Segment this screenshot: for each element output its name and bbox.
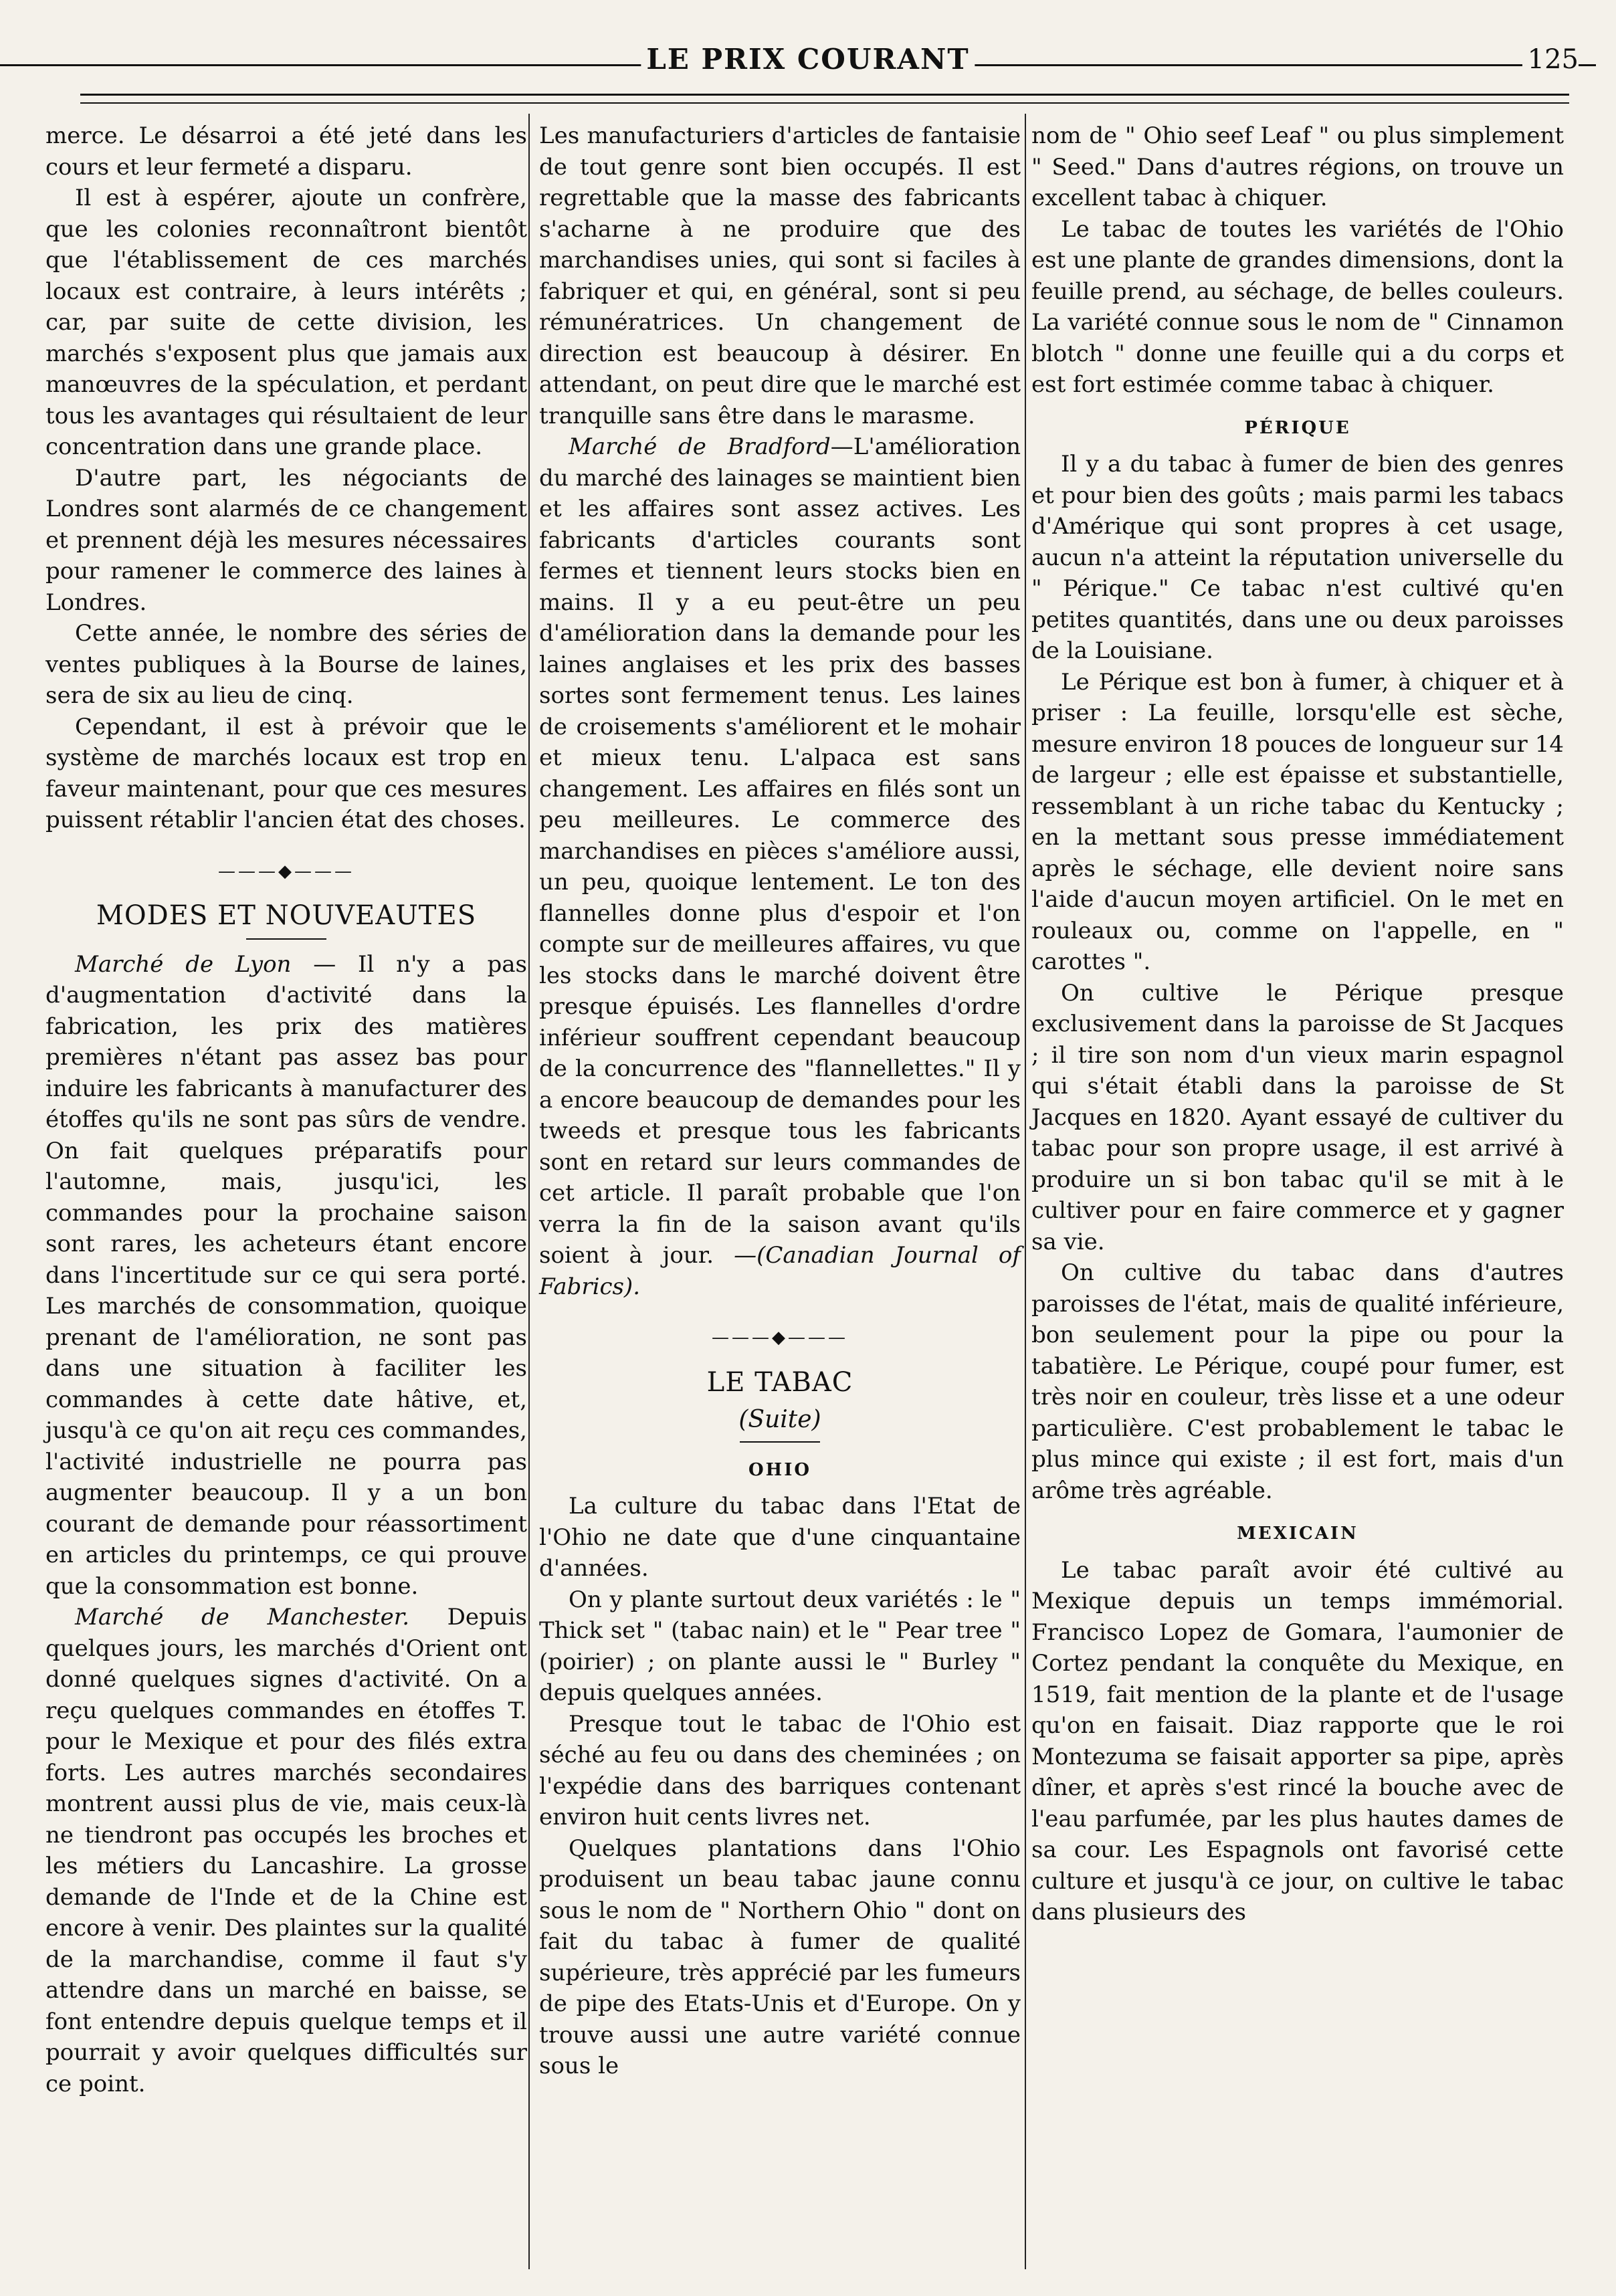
paragraph: Quelques plantations dans l'Ohio produisent un beau tabac jaune connu sous le nom de " Northern Ohio " dont on fait du tabac à fumer de qualité supérieure, très apprécié par les fumeurs de pipe des Etats-Unis et d'Europe. On y trouve aussi une autre variété connue sous le: [539, 1835, 1021, 2079]
paragraph: Presque tout le tabac de l'Ohio est séché au feu ou dans des cheminées ; on l'expédie dans des barriques contenant environ huit cents livres net.: [539, 1710, 1021, 1831]
market-label: Marché de Manchester.: [75, 1604, 410, 1631]
paragraph-lyon: [45, 949, 527, 1602]
subsection-heading-mexicain: MEXICAIN: [1237, 1524, 1358, 1544]
market-text: Depuis quelques jours, les marchés d'Orient ont donné quelques signes d'activité. On a reçu quelques commandes en étoffes T. pour le Mexique et pour des filés extra forts. Les autres marchés secondaires montrent aussi plus de vie, mais ceux-là ne tiendront pas occupés les broches et les métiers du Lancashire. La grosse demande de l'Inde et de la Chine est encore à venir. Des plaintes sur la qualité de la marchandise, comme il faut s'y attendre dans un marché en baisse, se font entendre depuis quelque temps et il pourrait y avoir quelques difficultés sur ce point.: [45, 1604, 527, 2097]
paragraph: nom de " Ohio seef Leaf " ou plus simplement " Seed." Dans d'autres régions, on trouve un excellent tabac à chiquer.: [1031, 122, 1564, 211]
paragraph: Le tabac paraît avoir été cultivé au Mexique depuis un temps immémorial. Francisco Lopez de Gomara, l'aumonier de Cortez pendant la conquête du Mexique, en 1519, fait mention de la plante et de l'usage qu'on en faisait. Diaz rapporte que le roi Montezuma se faisait apporter sa pipe, après dîner, et après s'est rincé la bouche avec de l'eau parfumée, par les plus hautes dames de sa cour. Les Espagnols ont favorisé cette culture et jusqu'à ce jour, on cultive le tabac dans plusieurs des: [1031, 1556, 1564, 1925]
column-3: [1031, 120, 1564, 1928]
section-ornament: ———◆———: [218, 861, 355, 881]
header-double-rule: [80, 94, 1569, 104]
paragraph: Les manufacturiers d'articles de fantaisie de tout genre sont bien occupés. Il est regrettable que la masse des fabricants s'acharne à ne produire que des marchandises unies, qui sont si faciles à fabriquer et qui, en général, sont si peu rémunératrices. Un changement de direction est beaucoup à désirer. En attendant, on peut dire que le marché est tranquille sans être dans le marasme.: [539, 122, 1021, 429]
paragraph: Le tabac de toutes les variétés de l'Ohio est une plante de grandes dimensions, dont la feuille prend, au séchage, de belles couleurs. La variété connue sous le nom de " Cinnamon blotch " donne une feuille qui a du corps et est fort estimée comme tabac à chiquer.: [1031, 215, 1564, 398]
paragraph: On cultive le Périque presque exclusivement dans la paroisse de St Jacques ; il tire son nom d'un vieux marin espagnol qui s'était établi dans la paroisse de St Jacques en 1820. Ayant essayé de cultiver du tabac pour son propre usage, il est arrivé à produire un si bon tabac qu'il se mit à le cultiver pour en faire commerce et y gagner sa vie.: [1031, 979, 1564, 1255]
page-title: LE PRIX COURANT: [641, 43, 975, 76]
market-text: —L'amélioration du marché des lainages se maintient bien et les affaires sont assez actives. Les fabricants d'articles courants sont fermes et tiennent leurs stocks bien en mains. Il y a eu peut-être un peu d'amélioration dans la demande pour les laines anglaises et les prix des basses sortes sont fermement tenus. Les laines de croisements s'améliorent et le mohair et mieux tenu. L'alpaca est sans changement. Les affaires en filés sont un peu meilleures. Le commerce des marchandises en pièces s'améliore aussi, un peu, quoique lentement. Le ton des flannelles donne plus d'espoir et l'on compte sur de meilleures affaires, vu que les stocks dans le marché doivent être presque épuisés. Les flannelles d'ordre inférieur souffrent cependant beaucoup de la concurrence des "flannellettes." Il y a encore beaucoup de demandes pour les tweeds et presque tous les fabricants sont en retard sur leurs commandes de cet article. Il paraît probable que l'on verra la fin de la saison avant qu'ils soient à jour.: [539, 433, 1021, 1269]
source-citation: —(Canadian Journal of Fabrics).: [539, 1242, 1021, 1300]
paragraph: On cultive du tabac dans d'autres paroisses de l'état, mais de qualité inférieure, bon seulement pour la pipe ou pour la tabatière. Le Périque, coupé pour fumer, est très noir en couleur, très lisse et a une odeur particulière. C'est probablement le tabac le plus mince qui existe ; il est fort, mais d'un arôme très agréable.: [1031, 1259, 1564, 1504]
short-rule: [246, 938, 326, 940]
market-label: Marché de Lyon: [75, 950, 292, 978]
section-ornament: ———◆———: [712, 1328, 848, 1348]
page-header: [0, 41, 1616, 80]
paragraph: La culture du tabac dans l'Etat de l'Ohio ne date que d'une cinquantaine d'années.: [539, 1493, 1021, 1582]
paragraph: merce. Le désarroi a été jeté dans les cours et leur fermeté a disparu.: [45, 122, 527, 181]
paragraph: Il est à espérer, ajoute un confrère, que les colonies reconnaîtront bientôt que l'établissement de ces marchés locaux est contraire, à leurs intérêts ; car, par suite de cette division, les marchés s'exposent plus que jamais aux manœuvres de la spéculation, et perdant tous les avantages qui résultaient de leur concentration dans une grande place.: [45, 185, 527, 460]
column-divider-2: [1025, 114, 1026, 2269]
paragraph: Cependant, il est à prévoir que le système de marchés locaux est trop en faveur maintenant, pour que ces mesures puissent rétablir l'ancien état des choses.: [45, 713, 527, 833]
section-title-modes: MODES ET NOUVEAUTES: [96, 900, 477, 931]
paragraph: Il y a du tabac à fumer de bien des genres et pour bien des goûts ; mais parmi les tabacs d'Amérique qui sont propres à cet usage, aucun n'a atteint la réputation universelle du " Périque." Ce tabac n'est cultivé qu'en petites quantités, dans une ou deux paroisses de la Louisiane.: [1031, 451, 1564, 664]
subsection-heading-perique: PÉRIQUE: [1244, 417, 1351, 438]
paragraph: Le Périque est bon à fumer, à chiquer et à priser : La feuille, lorsqu'elle est sèche, mesure environ 18 pouces de longueur sur 14 de largeur ; elle est épaisse et substantielle, ressemblant à un riche tabac du Kentucky ; en la mettant sous presse immédiatement après le séchage, elle devient noire sans l'aide d'aucun moyen artificiel. On le met en rouleaux ou, comme on l'appelle, en " carottes ".: [1031, 668, 1564, 975]
market-text: — Il n'y a pas d'augmentation d'activité dans la fabrication, les prix des matières premières n'étant pas assez bas pour induire les fabricants à manufacturer des étoffes qu'ils ne sont pas sûrs de vendre. On fait quelques préparatifs pour l'automne, mais, jusqu'ici, les commandes pour la prochaine saison sont rares, les acheteurs étant encore dans l'incertitude sur ce qui sera porté. Les marchés de consommation, quoique prenant de l'amélioration, ne sont pas dans une situation à faciliter les commandes à cette date hâtive, et, jusqu'à ce qu'on ait reçu ces commandes, l'activité industrielle ne pourra pas augmenter beaucoup. Il y a un bon courant de demande pour réassortiment en articles du printemps, ce qui prouve que la consommation est bonne.: [45, 950, 527, 1600]
paragraph-manchester: [45, 1602, 527, 2099]
section-title-tabac: LE TABAC: [706, 1366, 853, 1398]
page-number: 125: [1522, 44, 1579, 75]
paragraph: Cette année, le nombre des séries de ventes publiques à la Bourse de laines, sera de six au lieu de cinq.: [45, 620, 527, 709]
market-label: Marché de Bradford: [569, 433, 831, 460]
subsection-heading-ohio: OHIO: [748, 1459, 812, 1480]
paragraph: On y plante surtout deux variétés : le " Thick set " (tabac nain) et le " Pear tree " (poirier) ; on plante aussi le " Burley " depuis quelques années.: [539, 1586, 1021, 1706]
section-subtitle: (Suite): [738, 1406, 821, 1433]
column-1: [45, 120, 527, 2099]
short-rule: [740, 1441, 820, 1443]
paragraph: D'autre part, les négociants de Londres sont alarmés de ce changement et prennent déjà les mesures nécessaires pour ramener le commerce des laines à Londres.: [45, 464, 527, 616]
column-divider-1: [528, 114, 530, 2269]
column-2: [539, 120, 1021, 2082]
paragraph-bradford: [539, 431, 1021, 1302]
